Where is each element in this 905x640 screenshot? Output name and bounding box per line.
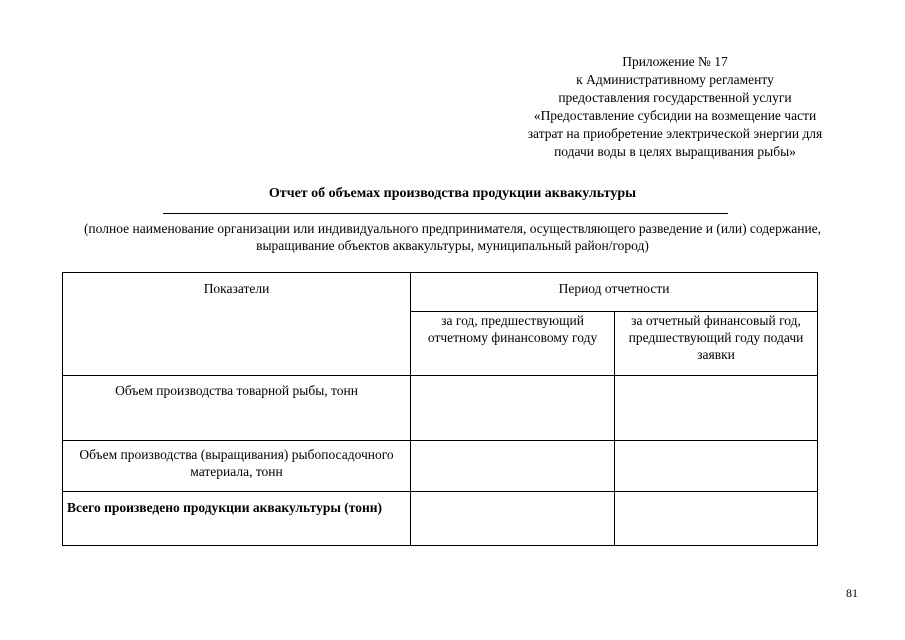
- document-title: Отчет об объемах производства продукции аквакультуры: [268, 186, 637, 201]
- row-label-commercial-fish: Объем производства товарной рыбы, тонн: [63, 376, 411, 441]
- fill-in-line: [163, 213, 728, 214]
- appendix-line-5: затрат на приобретение электрической энергии для: [527, 126, 823, 141]
- subtitle-line-1: (полное наименование организации или индивидуального предпринимателя, осуществляющего разведение и (или) содержание,: [83, 221, 822, 236]
- appendix-line-4: «Предоставление субсидии на возмещение части: [533, 108, 817, 123]
- header-period: Период отчетности: [411, 273, 818, 312]
- table-row: [63, 376, 818, 441]
- table-row: [63, 441, 818, 492]
- header-indicators: Показатели: [63, 273, 411, 376]
- cell-prev-year: [411, 376, 615, 441]
- page-number: 81: [846, 586, 858, 600]
- header-prev-year: за год, предшествующий отчетному финансовому году: [411, 312, 615, 376]
- document-subtitle: [20, 220, 885, 254]
- table-row-total: [63, 492, 818, 546]
- appendix-line-3: предоставления государственной услуги: [558, 90, 792, 105]
- subtitle-line-2: выращивание объектов аквакультуры, муниципальный район/город): [256, 238, 649, 253]
- report-table: [62, 272, 818, 546]
- row-label-stocking-material: Объем производства (выращивания) рыбопосадочного материала, тонн: [63, 441, 411, 492]
- appendix-line-1: Приложение № 17: [622, 54, 728, 69]
- cell-report-year: [615, 441, 818, 492]
- row-label-total: Всего произведено продукции аквакультуры (тонн): [63, 492, 411, 546]
- cell-report-year: [615, 492, 818, 546]
- table-header-row: [63, 273, 818, 312]
- cell-prev-year: [411, 492, 615, 546]
- appendix-header: [480, 53, 870, 161]
- appendix-line-6: подачи воды в целях выращивания рыбы»: [554, 144, 796, 159]
- header-report-year: за отчетный финансовый год, предшествующий году подачи заявки: [615, 312, 818, 376]
- cell-report-year: [615, 376, 818, 441]
- cell-prev-year: [411, 441, 615, 492]
- appendix-line-2: к Административному регламенту: [576, 72, 774, 87]
